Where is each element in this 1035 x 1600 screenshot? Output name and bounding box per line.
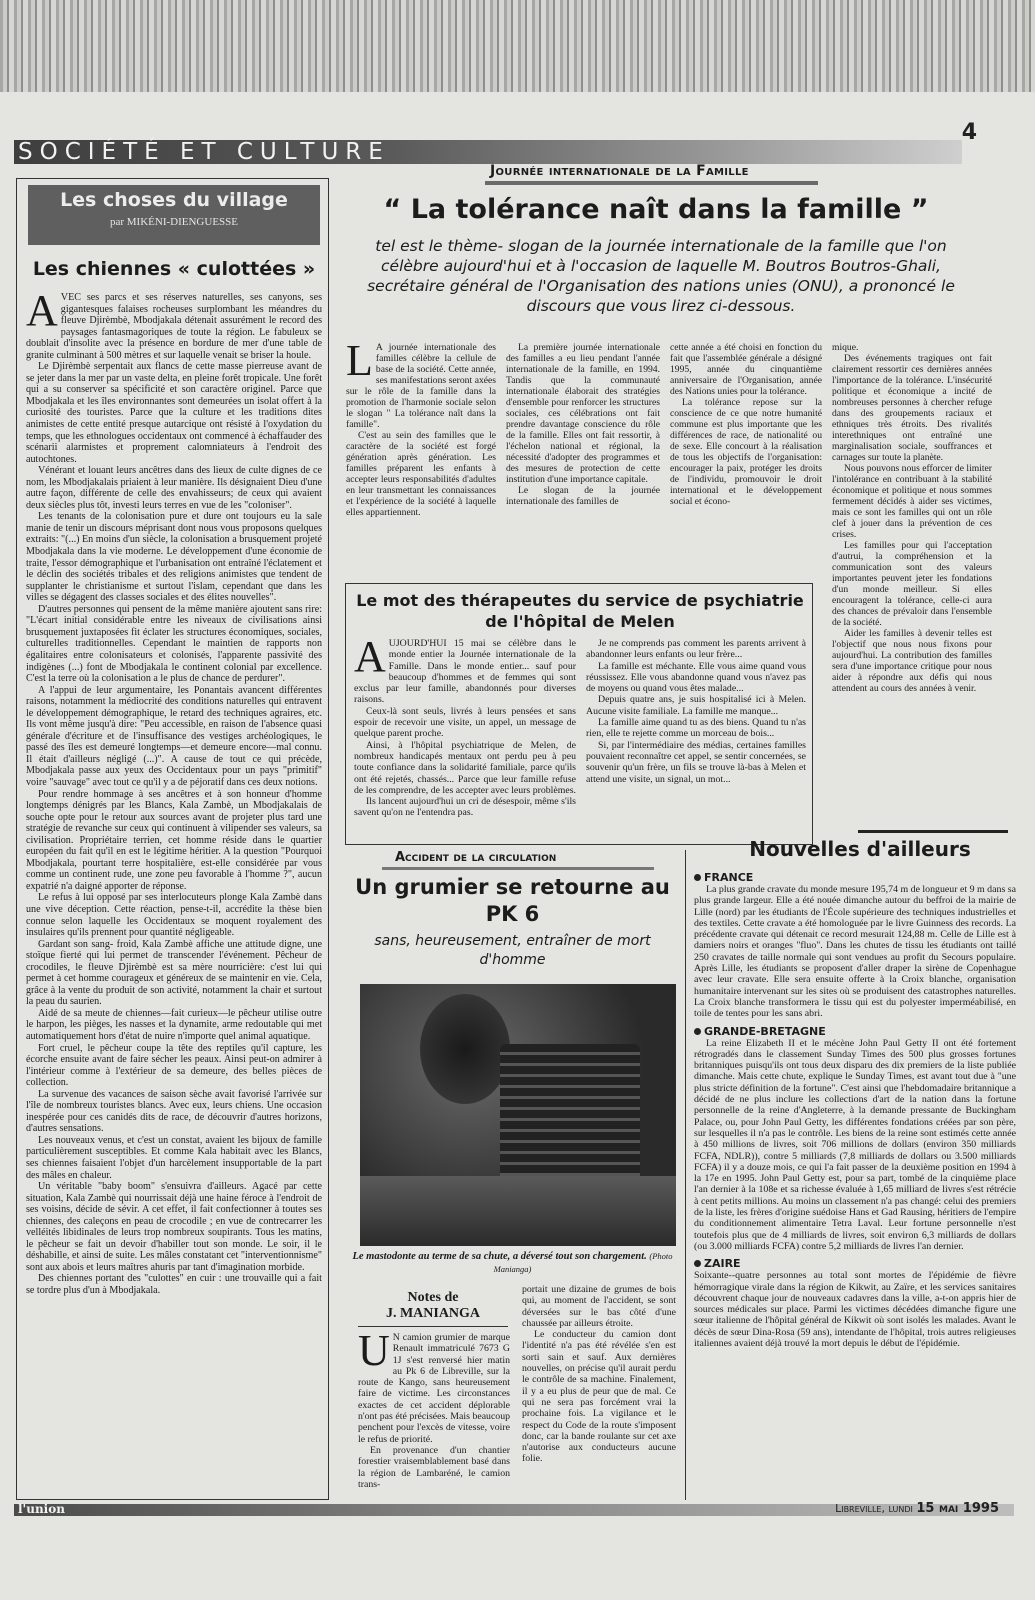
paragraph: VEC ses parcs et ses réserves naturelles, ses canyons, ses gigantesques falaises rocheuses surplombant les méandres du fleuve Djirèmbè, Mbodjakala détenait assurément le record des paysages fantasmagoriques de toute la région. Le fabuleux se doublait d'insolite avec la présence en bordure de mer d'une table de granite culminant à 500 mètres et sur laquelle venait se briser la houle. — [26, 292, 322, 361]
paragraph: Le Djirèmbè serpentait aux flancs de cette masse pierreuse avant de se jeter dans la mer par un vaste delta, en pleine forêt tropicale. Une forêt qui a su conserver sa spécificité et son caractère originel. Parce que Mbodjakala et les îles environnantes sont demeurées un isolat offert à la curiosité des touristes. Parce que la culture et les traditions dites animistes de cette entité presque autarcique ont résisté à l'oxydation du temps, que les ethnologues occidentaux ont commencé à échaffauder des scénarii alarmistes et proprement calomniateurs à l'endroit des autochtones. — [26, 361, 322, 465]
region-label: GRANDE-BRETAGNE — [704, 1024, 826, 1038]
paragraph: Fort cruel, le pêcheur coupe la tête des reptiles qu'il capture, les écorche ensuite avant de faire sécher les peaux. Ainsi peut-on admirer à l'intérieur comme à l'extérieur de sa demeure, des belles pièces de collection. — [26, 1042, 322, 1089]
paragraph: La première journée internationale des familles a eu lieu pendant l'année internationale de la famille, en 1994. Tandis que la communauté internationale élaborait des stratégies d'ensemble pour renforcer les structures sociales, ces célébrations ont fait prendre davantage conscience du rôle de la famille. Elles ont fait ressortir, à l'échelon national et régional, la nécessité d'adopter des programmes et des mesures de protection de cette institution d'une importance capitale. — [506, 342, 660, 485]
nouvelles-body — [694, 866, 1016, 1498]
paragraph: Des chiennes portant des "culottes" en cuir : une trouvaille qui a fait se tordre plus d'un à Mbodjakala. — [26, 1273, 322, 1297]
accident-col-1 — [358, 1332, 510, 1500]
therapeutes-headline: Le mot des thérapeutes du service de psychiatrie de l'hôpital de Melen — [356, 591, 804, 631]
news-item-text: Soixante--quatre personnes au total sont mortes de l'épidémie de fièvre hémorragique virale dans la région de Kikwit, au Zaïre, et les services sanitaires découvrent chaque jour de nouveaux cadavres dans la ville, a-t-on appris hier de sources médicales sur place. Parmi les victimes décédées dimanche figure une sœur italienne de l'hôpital général de Kikwit où sont isolés les malades. Avant le décès de sœur Dina-Rosa (59 ans), intendante de l'hôpital, trois autres religieuses italiennes avaient déjà trouvé la mort depuis le début de l'épidémie. — [694, 1270, 1016, 1349]
paragraph: Nous pouvons nous efforcer de limiter l'intolérance en contribuant à la stabilité économique et politique et nous sommes fermement décidés à aider ses victimes, mais ce sont les familles qui ont un rôle clef à jouer dans la prévention de ces crises. — [832, 463, 992, 540]
paragraph: La famille est méchante. Elle vous aime quand vous réussissez. Elle vous abandonne quand vous n'avez pas de moyens ou quand vous êtes malade... — [586, 660, 806, 695]
newspaper-logo: l'union — [18, 1502, 65, 1516]
palm-tree-shape — [420, 994, 510, 1104]
paragraph: cette année a été choisi en fonction du fait que l'assemblée générale a désigné 1995, année du cinquantième anniversaire de l'Organisation, année des Nations unies pour la tolérance. — [670, 342, 822, 397]
bullet-icon — [694, 874, 701, 881]
paragraph: portait une dizaine de grumes de bois qui, au moment de l'accident, se sont déversées sur le bas côté d'une chaussée par ailleurs étroite. — [522, 1284, 676, 1329]
dateline-date: 15 mai 1995 — [916, 1501, 999, 1516]
region-label: ZAIRE — [704, 1257, 741, 1271]
famille-headline: “ La tolérance naît dans la famille ” — [383, 194, 929, 225]
photo-caption — [345, 1250, 680, 1276]
village-article-body — [26, 292, 322, 1494]
nouvelles-headline: Nouvelles d'ailleurs — [749, 837, 971, 861]
page-number: 4 — [961, 120, 977, 145]
paragraph: A l'appui de leur argumentaire, les Ponantais avancent différentes raisons, notamment la médiocrité des conditions naturelles qui entravent le développement démographique, le retard des techniques agraires, etc. Ils vont même jusqu'à dire: "Peu accessible, en raison de l'absence quasi générale d'écriture et de l'insuffisance des vestiges archéologiques, le passé des îles est demeuré longtemps—et demeure encore—mal connu. Il était d'ailleurs négligé (...)". A cause de tout ce qui précède, Mbodjakala passe aux yeux des Occidentaux pour un pays "primitif" voire "sauvage" avec tout ce qu'il y a de péjoratif dans ces deux notions. — [26, 684, 322, 788]
paragraph: Ceux-là sont seuls, livrés à leurs pensées et sans espoir de recevoir une visite, un appel, un message de quelque parent proche. — [354, 705, 576, 740]
drop-cap: A — [354, 638, 386, 681]
paragraph: Le refus à lui opposé par ses interlocuteurs plonge Kala Zambè dans une vive déception. Cette réaction, pense-t-il, accrédite la thèse bien connue selon laquelle les Occidentaux se moquent royalement des insulaires qu'ils prennent pour quantité négligeable. — [26, 892, 322, 939]
dateline-place: Libreville, lundi — [835, 1502, 913, 1515]
therapeutes-col-1 — [354, 638, 576, 840]
paragraph: A journée internationale des familles célèbre la cellule de base de la société. Cette année, ses manifestations seront axées sur le rôle de la famille dans la promotion de l'harmonie sociale selon le slogan " La tolérance naît dans la famille". — [346, 342, 496, 430]
nouvelles-top-rule — [858, 830, 1008, 833]
accident-deck: sans, heureusement, entraîner de mort d'homme — [374, 933, 651, 968]
scan-margin-top — [0, 0, 1035, 92]
accident-kicker: Accident de la circulation — [395, 850, 557, 865]
paragraph: La famille aime quand tu as des biens. Quand tu n'as rien, elle te rejette comme un morceau de bois... — [586, 717, 806, 740]
paragraph: D'autres personnes qui pensent de la même manière ajoutent sans rire: "L'écart initial considérable entre les niveaux de civilisations ainsi brusquement juxtaposées fit éclater les structures économiques, sociales, culturelles traditionnelles. Cependant le maintien de rapports non égalitaires entre colonisateurs et colonisés, l'apparente passivité des indigènes (...) font de Mbodjakala le continent colonial par excellence. C'est la terre où la colonisation a le plus de chance de perdurer". — [26, 603, 322, 685]
paragraph: Ainsi, à l'hôpital psychiatrique de Melen, de nombreux handicapés mentaux ont perdu peu à peu toute confiance dans la solidarité familiale, parce qu'ils ont été rejetés, chassés... Parce que leur famille refuse de les comprendre, de les accepter avec leurs problèmes. — [354, 739, 576, 796]
paragraph: En provenance d'un chantier forestier vraisemblablement basé dans la région de Lambaréné, le camion trans- — [358, 1444, 510, 1490]
bullet-icon — [694, 1260, 701, 1267]
paragraph: C'est au sein des familles que le caractère de la société est forgé génération après génération. Les familles préparent les enfants à accepter leurs responsabilités d'adultes en leur transmettant les connaissances et l'expérience de la société à laquelle elles appartiennent. — [346, 430, 496, 518]
paragraph: Ils lancent aujourd'hui un cri de désespoir, même s'ils savent qu'on ne l'entendra pas. — [354, 796, 576, 819]
paragraph: Les tenants de la colonisation pure et dure ont toujours eu la sale manie de tenir un discours méprisant dont nous vous proposons quelques extraits: "(...) En moins d'un siècle, la colonisation a brusquement projeté Mbodjakala dans la vie moderne. Le développement d'une économie de traite, l'essor démographique et l'urbanisation ont entraîné l'éclatement et le déclin des sociétés tribales et des religions animistes que tendent de supplanter le christianisme et surtout l'islam, cependant que dans les villes se dégagent des classes sociales et des élites nouvelles". — [26, 511, 322, 604]
column-author: par MIKÉNI-DIENGUESSE — [109, 216, 238, 228]
paragraph: La survenue des vacances de saison sèche avait favorisé l'arrivée sur l'île de nombreux touristes blancs. Avec eux, leurs chiens. Une occasion inespérée pour ces canidés dits de race, de découvrir d'autres horizons, d'autres sensations. — [26, 1088, 322, 1135]
accident-photo — [360, 984, 676, 1246]
accident-byline — [358, 1290, 508, 1322]
ground-shape — [360, 1176, 676, 1246]
paragraph: Des événements tragiques ont fait clairement ressortir ces dernières années l'importance de la tolérance. L'insécurité politique et économique a incité de nombreuses personnes à chercher refuge dans des groupements raciaux et ethniques très étroits. Des rivalités interethniques ont entraîné une marginalisation sociale, souffrances et carnages sur toute la planète. — [832, 353, 992, 463]
region-label: FRANCE — [704, 871, 754, 884]
photo-credit: (Photo Manianga) — [493, 1251, 673, 1274]
paragraph: La tolérance repose sur la conscience de ce que notre humanité commune est plus importante que les différences de race, de nationalité ou de sexe. Elle concourt à la réalisation de tous les objectifs de l'organisation: encourager la paix, protéger les droits de l'individu, promouvoir le droit international et le développement social et écono- — [670, 397, 822, 507]
paragraph: Depuis quatre ans, je suis hospitalisé ici à Melen. Aucune visite familiale. La famille me manque... — [586, 694, 806, 717]
paragraph: UJOURD'HUI 15 mai se célèbre dans le monde entier la Journée internationale de la Famille. Dans le monde entier... sauf pour beaucoup d'hommes et de femmes qui sont exclus par leur famille, abandonnés pour diverses raisons. — [354, 638, 576, 706]
drop-cap: A — [26, 292, 58, 335]
kicker-underline — [485, 181, 818, 185]
famille-kicker: Journée internationale de la Famille — [490, 163, 749, 179]
paragraph: Si, par l'intermédiaire des médias, certaines familles pouvaient reconnaître cet appel, se sentir concernées, se souvenir qu'un frère, un fils se trouve là-bas à Melen et attend une visite, un signal, un mot... — [586, 739, 806, 785]
accident-headline: Un grumier se retourne au PK 6 — [355, 875, 670, 926]
paragraph: Gardant son sang- froid, Kala Zambè affiche une attitude digne, une stoïque fierté qui lui permet de transcender l'événement. Pêcheur de crocodiles, le fleuve Djirèmbè est sa mère nourricière: c'est lui qui permet à cet homme courageux et généreux de se maintenir en vie. Cela, grâce à la vente du produit de son activité, notamment la chair et surtout la peau du saurien. — [26, 938, 322, 1008]
village-column-header — [28, 185, 320, 245]
byline-author: J. MANIANGA — [385, 1306, 481, 1321]
region-heading — [694, 1025, 1016, 1038]
famille-col-3 — [670, 342, 822, 578]
section-title: SOCIÉTÉ ET CULTURE — [18, 139, 390, 165]
paragraph: mique. — [832, 342, 859, 353]
paragraph: Le slogan de la journée internationale des familles de — [506, 485, 660, 507]
paragraph: Les nouveaux venus, et c'est un constat, avaient les bijoux de famille particulièrement susceptibles. Et comme Kala habitait avec les Blancs, ses chiennes faisaient l'objet d'un harcèlement insupportable de la part des mâles en chaleur. — [26, 1134, 322, 1181]
paragraph: Un véritable "baby boom" s'ensuivra d'ailleurs. Agacé par cette situation, Kala Zambè qui nourrissait déjà une haine féroce à l'endroit de ses voisins, décide de sévir. A cet effet, il fait confectionner à toutes ses chiennes, des caleçons en peau de crocodile ; en vue de contrecarrer les velléités libidinales de leurs trop nombreux soupirants. Tous les matins, le pêcheur se fait un devoir d'habiller tout son monde. Le soir, il le déshabille, et ainsi de suite. Les mâles constatant cet "interventionnisme" sont aux abois et leurs maîtres ahuris par tant d'imagination morbide. — [26, 1181, 322, 1273]
paragraph: Les familles pour qui l'acceptation d'autrui, la compréhension et la communication sont des valeurs importantes peuvent jeter les fondations d'un monde meilleur. Si elles encouragent la tolérance, celle-ci aura des chances de prévaloir dans l'ensemble de la société. — [832, 540, 992, 628]
byline-rule — [358, 1326, 508, 1327]
news-item-text: La plus grande cravate du monde mesure 195,74 m de longueur et 9 m dans sa plus grande largeur. Elle a été nouée dimanche autour du beffroi de la mairie de Lille (nord) par les étudiants de l'École supérieure des techniques industrielles et des textiles. Cette cravate a été homologuée par le livre Guinness des records. La précédente cravate qui détenait ce record mesurait 124,88 m. Celle de Lille est à damiers noirs et oranges "fluo". Dans les chutes de tissu les étudiants ont taillé 250 cravates de taille normale qui sont vendues au profit du Secours populaire. Après Lille, les étudiants se proposent d'aller draper la sirène de Copenhague avec leur cravate. Elle sera ensuite offerte à la Croix blanche, organisation humanitaire intervenant sur les sites où se produisent des catastrophes naturelles. La Croix blanche transformera le tissu qui est du polyester imperméabilisé, en toile de tentes pour les sans abri. — [694, 884, 1016, 1020]
paragraph: Le conducteur du camion dont l'identité n'a pas été révélée s'en est sorti sain et sauf. Aux dernières nouvelles, on précise qu'il aurait perdu le contrôle de sa machine. Finalement, il y a eu plus de peur que de mal. Ce qui ne sera pas forcément vrai la prochaine fois. La vigilance et le respect du Code de la route s'imposent donc, car la bande roulante sur cet axe n'autorise aux conducteurs aucune folie. — [522, 1329, 676, 1465]
famille-deck: tel est le thème- slogan de la journée internationale de la famille que l'on célèbre aujourd'hui et à l'occasion de laquelle M. Boutros Boutros-Ghali, secrétaire général de l'Organisation des nations unies (ONU), a prononcé le discours que vous lirez ci-dessous. — [367, 237, 955, 315]
famille-col-4 — [832, 342, 992, 822]
paragraph: Je ne comprends pas comment les parents arrivent à abandonner leurs enfants ou leur frère... — [586, 638, 806, 661]
dateline — [835, 1501, 999, 1516]
caption-text: Le mastodonte au terme de sa chute, a déversé tout son chargement. — [352, 1251, 647, 1262]
paragraph: Vénérant et louant leurs ancêtres dans des lieux de culte dignes de ce nom, les Mbodjakalais priaient à leur manière. Ils désignaient Dieu d'une autre façon, différente de celle des envahisseurs; de ceux qui avaient deux siècles plus tôt, investi leurs terres en vue de les "coloniser". — [26, 465, 322, 511]
drop-cap: U — [358, 1332, 390, 1375]
therapeutes-col-2 — [586, 638, 806, 840]
news-item-text: La reine Elizabeth II et le mécène John Paul Getty II ont été fortement rétrogradés dans le classement Sunday Times des 500 plus grosses fortunes britanniques puisqu'ils ont tous deux disparu des dix premiers de la liste publiée dimanche. Mais cette chute, explique le Sunday Times, est avant tout due à "une plus stricte définition de la fortune". C'est ainsi que l'hebdomadaire britannique a décidé de ne plus inclure les collections d'art de la nation dans la fortune personnelle de la reine d'Angleterre, à la demande pressante de Buckingham Palace, ou, pour John Paul Getty, les différentes fondations créées par son père, sur lesquelles il n'a pas le contrôle. Les biens de la reine sont estimés cette année à 450 millions de livres, soit 706 millions de dollars (environ 350 milliards FCFA, NDLR)), contre 5 milliards (7,8 milliards de dollars ou 3.500 milliards FCFA) il y a douze mois, ce qui l'a fait passer de la deuxième position en 1994 à la 17e en 1995. John Paul Getty est, pour sa part, tombé de la cinquième place l'an dernier à la 108e et sa richesse évaluée à 1,65 milliard de livres s'est rétrécie à cent petits millions. Au moins un classement n'a pas changé: celui des premiers de la liste, les frères d'origine suédoise Hans et Gad Rausing, héritiers de l'empire du conditionnement alimentaire Tetra Laval. Leur fortune personnelle n'est toutefois plus que de 4 milliards de livres, soit environ 6,3 milliards de dollars (ou 3.000 milliards FCFA) contre 5,2 milliards de livres l'an dernier. — [694, 1037, 1016, 1252]
paragraph: Pour rendre hommage à ses ancêtres et à son honneur d'homme longtemps dénigrés par les Blancs, Kala Zambè, un Mbodjakalais de souche opte pour le retour aux sources avant de projeter plus tard une stratégie de revanche sur ceux qui continuent à vilipender ses valeurs, sa civilisation. Propriétaire terrien, cet homme réside dans le quartier européen du fait qu'il en est le légitime héritier. A la question "Pourquoi Mbodjakala, pourtant terre hospitalière, est-elle considérée par vous comme un continent rude, une zone peu favorable à l'homme ?", aucun expatrié n'a daigné apporter de réponse. — [26, 788, 322, 892]
region-heading — [694, 871, 1016, 884]
kicker-underline — [382, 867, 654, 870]
drop-cap: L — [346, 342, 373, 385]
bullet-icon — [694, 1028, 701, 1035]
logs-pile-shape — [500, 1044, 640, 1184]
column-title: Les choses du village — [60, 189, 288, 211]
accident-col-2 — [522, 1284, 676, 1500]
village-headline: Les chiennes « culottées » — [32, 258, 316, 280]
paragraph: N camion grumier de marque Renault immatriculé 7673 G 1J s'est renversé hier matin au Pk 6 de Libreville, sur la route de Kango, sans heureusement faire de victime. Les circonstances exactes de cet accident déplorable n'ont pas été précisées. Mais beaucoup penchent pour l'excès de vitesse, voire le refus de priorité. — [358, 1332, 510, 1445]
paragraph: Aidé de sa meute de chiennes—fait curieux—le pêcheur utilise outre le harpon, les pièges, les nasses et la dynamite, arme redoutable qui met automatiquement hors d'état de nuire n'importe quel animal aquatique. — [26, 1007, 322, 1042]
region-heading — [694, 1257, 1016, 1270]
column-divider — [685, 850, 686, 1500]
famille-col-1 — [346, 342, 496, 578]
byline-prefix: Notes de — [407, 1290, 459, 1305]
famille-col-2 — [506, 342, 660, 578]
paragraph: Aider les familles à devenir telles est l'objectif que nous nous fixons pour aujourd'hui. La contribution des familles sera d'une importance critique pour nous aider à répondre aux défis qui nous attendent au cours des années à venir. — [832, 628, 992, 694]
